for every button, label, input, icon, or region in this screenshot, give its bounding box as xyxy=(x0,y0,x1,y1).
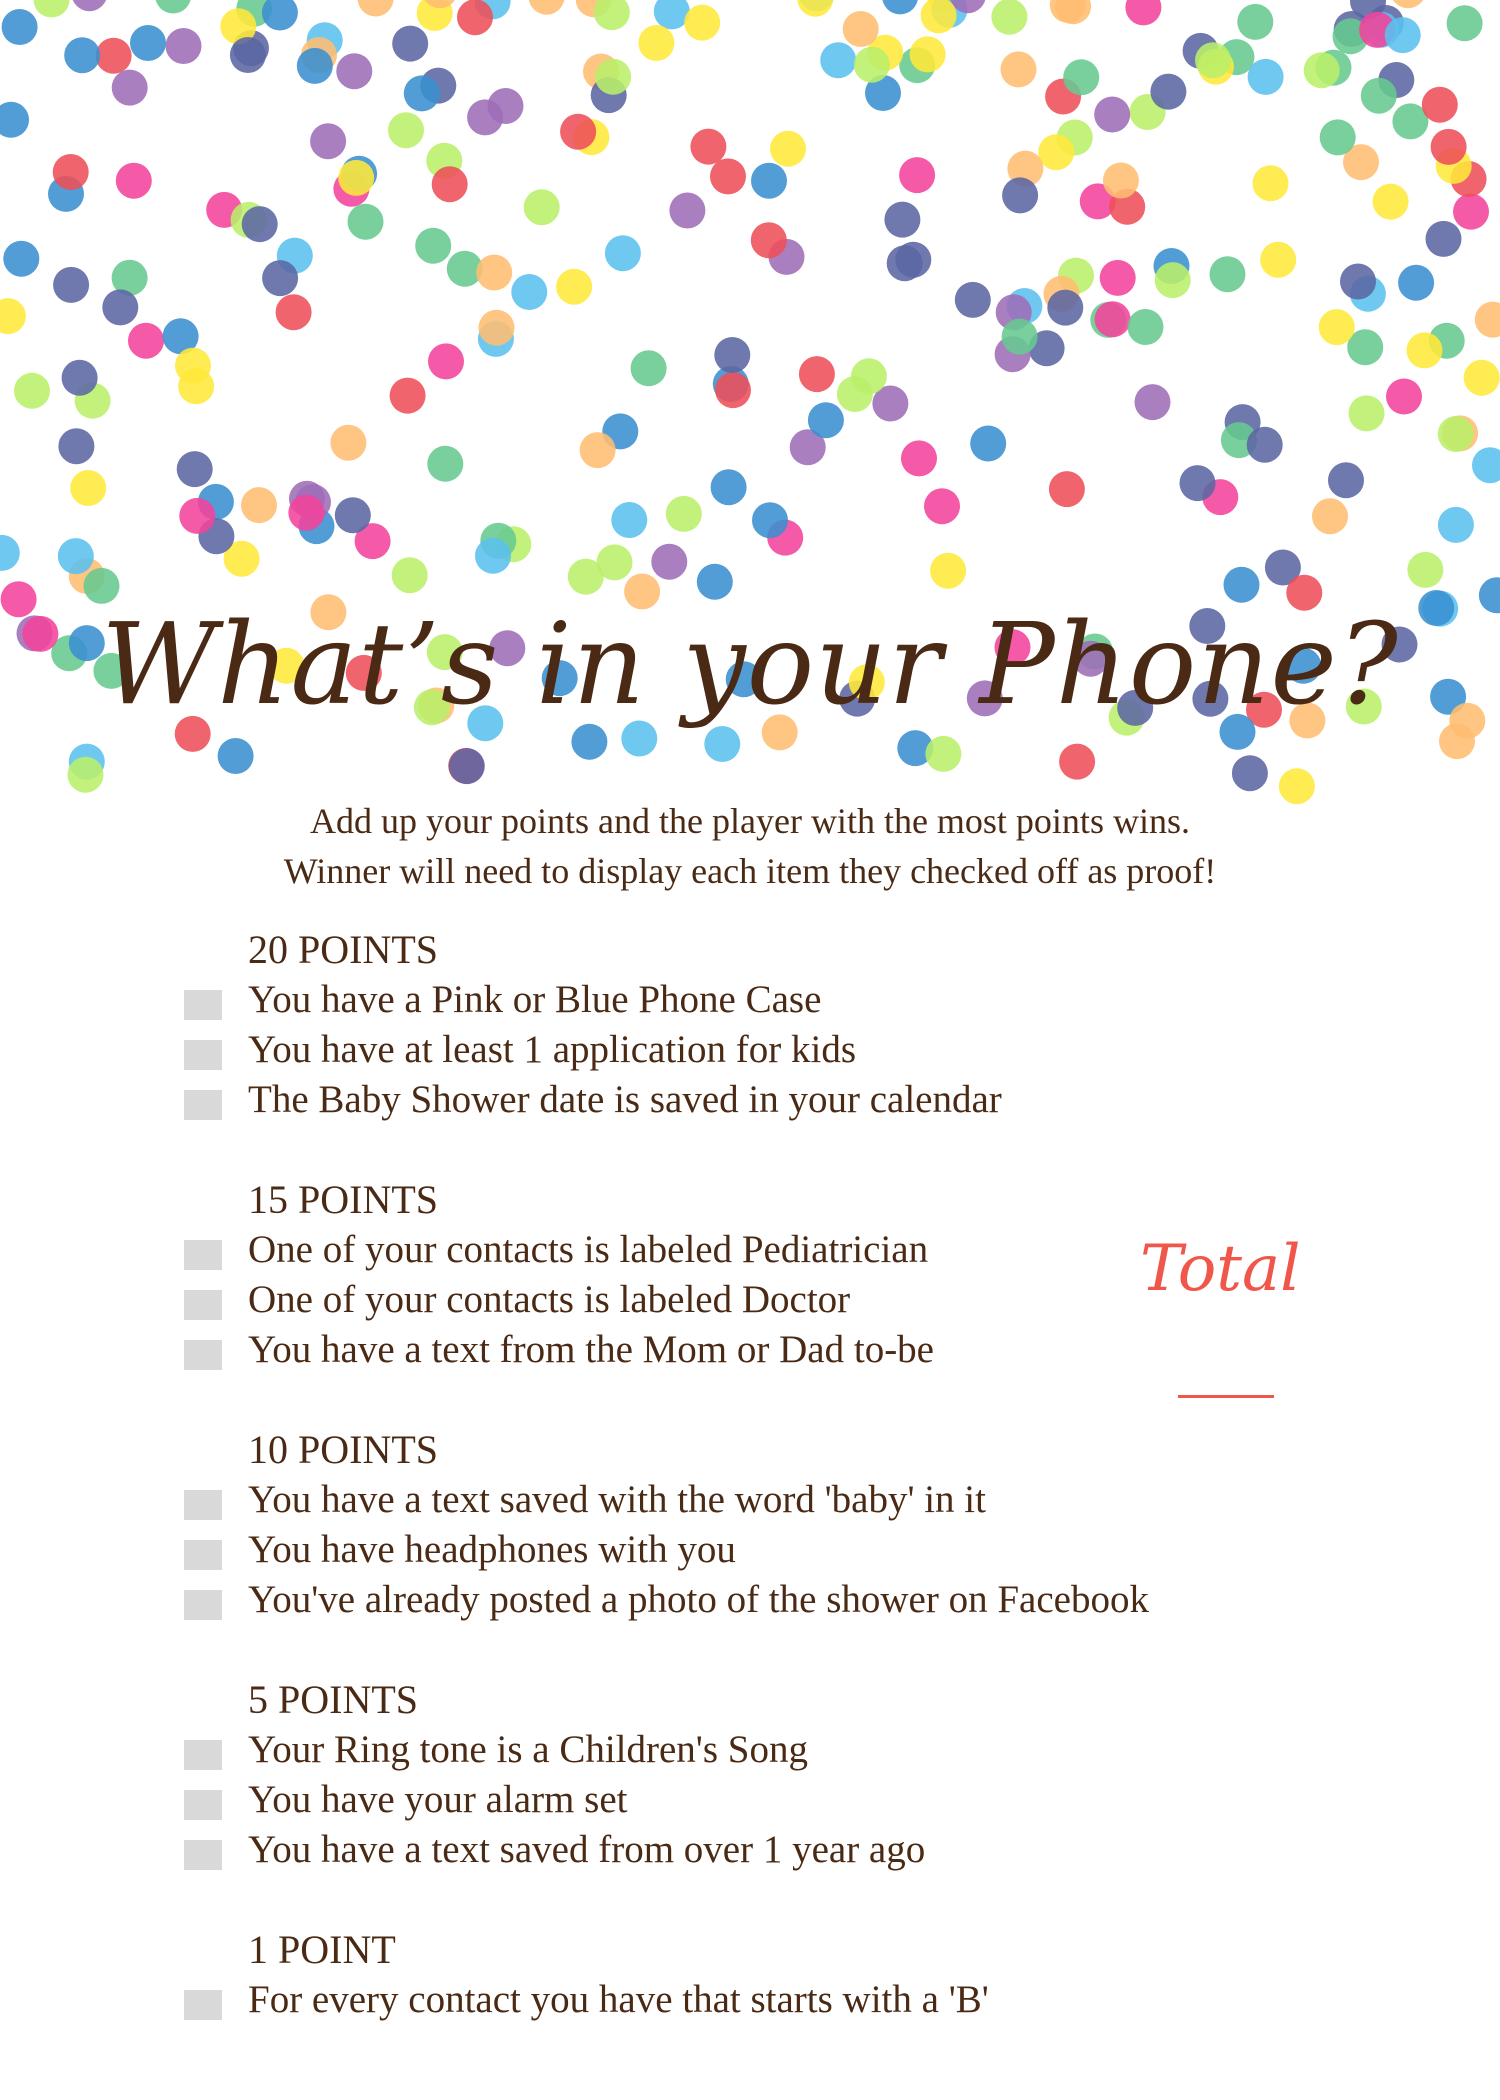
confetti-dot xyxy=(1475,302,1500,338)
confetti-dot xyxy=(1304,52,1340,88)
confetti-dot xyxy=(0,298,26,334)
checkbox[interactable] xyxy=(184,990,222,1020)
confetti-dot xyxy=(1390,0,1426,8)
confetti-dot xyxy=(1047,290,1083,326)
confetti-dot xyxy=(887,245,923,281)
confetti-dot xyxy=(404,75,440,111)
confetti-dot xyxy=(338,160,374,196)
checkbox[interactable] xyxy=(184,1090,222,1120)
item-label: You've already posted a photo of the shower on Facebook xyxy=(248,1578,1149,1621)
confetti-dot xyxy=(524,189,560,225)
item-label: The Baby Shower date is saved in your calendar xyxy=(248,1078,1002,1121)
confetti-dot xyxy=(428,343,464,379)
checklist-item xyxy=(184,1475,1324,1525)
confetti-dot xyxy=(432,166,468,202)
confetti-dot xyxy=(1094,97,1130,133)
checklist-item xyxy=(184,1975,1324,2025)
confetti-dot xyxy=(711,469,747,505)
confetti-dot xyxy=(2,9,38,45)
confetti-dot xyxy=(638,25,674,61)
confetti-dot xyxy=(1100,260,1136,296)
confetti-dot xyxy=(479,310,515,346)
confetti-dot xyxy=(1407,552,1443,588)
checkbox[interactable] xyxy=(184,1990,222,2020)
item-label: For every contact you have that starts with a 'B' xyxy=(248,1978,989,2021)
section-20-points xyxy=(184,925,1324,1125)
confetti-dot xyxy=(1195,42,1231,78)
confetti-dot xyxy=(177,451,213,487)
confetti-dot xyxy=(1002,177,1038,213)
confetti-dot xyxy=(1447,5,1483,41)
confetti-dot xyxy=(820,42,856,78)
confetti-dot xyxy=(955,282,991,318)
confetti-dot xyxy=(102,289,138,325)
confetti-dot xyxy=(1386,379,1422,415)
confetti-dot xyxy=(14,373,50,409)
confetti-dot xyxy=(921,0,957,33)
confetti-dot xyxy=(714,337,750,373)
confetti-dot xyxy=(62,360,98,396)
item-label: You have your alarm set xyxy=(248,1778,628,1821)
confetti-dot xyxy=(262,0,298,31)
confetti-dot xyxy=(851,358,887,394)
instructions-line-2: Winner will need to display each item they checked off as proof! xyxy=(283,851,1217,891)
confetti-dot xyxy=(310,123,346,159)
confetti-dot xyxy=(651,544,687,580)
confetti-dot xyxy=(178,368,214,404)
confetti-dot xyxy=(218,738,254,774)
confetti-dot xyxy=(1260,242,1296,278)
confetti-dot xyxy=(1340,264,1376,300)
confetti-dot xyxy=(560,114,596,150)
confetti-dot xyxy=(330,425,366,461)
confetti-dot xyxy=(335,497,371,533)
confetti-dot xyxy=(71,0,107,11)
confetti-dot xyxy=(1002,319,1038,355)
confetti-dot xyxy=(1150,74,1186,110)
checklist-item xyxy=(184,1575,1324,1625)
confetti-dot xyxy=(1426,221,1462,257)
total-label: Total xyxy=(1140,1232,1301,1306)
confetti-dot xyxy=(1248,59,1284,95)
confetti-dot xyxy=(1385,17,1421,53)
confetti-dot xyxy=(511,274,547,310)
checkbox[interactable] xyxy=(184,1540,222,1570)
confetti-dot xyxy=(58,538,94,574)
confetti-dot xyxy=(53,267,89,303)
confetti-dot xyxy=(3,241,39,277)
confetti-dot xyxy=(392,557,428,593)
confetti-dot xyxy=(64,37,100,73)
checkbox[interactable] xyxy=(184,1290,222,1320)
confetti-dot xyxy=(751,163,787,199)
confetti-dot xyxy=(467,99,503,135)
confetti-dot xyxy=(392,26,428,62)
confetti-dot xyxy=(580,432,616,468)
confetti-dot xyxy=(1135,384,1171,420)
confetti-dot xyxy=(1312,498,1348,534)
confetti-dot xyxy=(1431,129,1467,165)
confetti-dot xyxy=(808,402,844,438)
confetti-dot xyxy=(1464,360,1500,396)
section-1-point xyxy=(184,1925,1324,2025)
confetti-dot xyxy=(390,378,426,414)
confetti-dot xyxy=(449,748,485,784)
confetti-dot xyxy=(799,356,835,392)
confetti-dot xyxy=(348,204,384,240)
confetti-dot xyxy=(1063,59,1099,95)
confetti-dot xyxy=(1095,301,1131,337)
confetti-dot xyxy=(112,70,148,106)
confetti-dot xyxy=(684,5,720,41)
item-label: You have at least 1 application for kids xyxy=(248,1028,857,1071)
confetti-dot xyxy=(970,426,1006,462)
confetti-dot xyxy=(991,0,1027,35)
item-label: You have a text saved with the word 'baby' in it xyxy=(248,1478,986,1521)
confetti-dot xyxy=(241,487,277,523)
item-label: One of your contacts is labeled Pediatrician xyxy=(248,1228,929,1271)
section-heading: 1 POINT xyxy=(248,1927,396,1972)
checkbox[interactable] xyxy=(184,1590,222,1620)
checkbox[interactable] xyxy=(184,1340,222,1370)
confetti-dot xyxy=(884,202,920,238)
confetti-dot xyxy=(415,228,451,264)
section-heading: 5 POINTS xyxy=(248,1677,419,1722)
confetti-dot xyxy=(1232,755,1268,791)
confetti-dot xyxy=(1237,4,1273,40)
total-write-in-line[interactable] xyxy=(1178,1395,1274,1398)
confetti-dot xyxy=(128,323,164,359)
confetti-dot xyxy=(910,36,946,72)
item-label: Your Ring tone is a Children's Song xyxy=(248,1728,808,1771)
section-heading: 15 POINTS xyxy=(248,1177,439,1222)
confetti-dot xyxy=(96,38,132,74)
confetti-dot xyxy=(925,736,961,772)
confetti-dot xyxy=(336,53,372,89)
confetti-dot xyxy=(230,37,266,73)
confetti-dot xyxy=(1319,309,1355,345)
confetti-dot xyxy=(690,129,726,165)
section-heading: 10 POINTS xyxy=(248,1427,439,1472)
confetti-dot xyxy=(930,553,966,589)
confetti-dot xyxy=(457,0,493,35)
confetti-dot xyxy=(1247,427,1283,463)
confetti-dot xyxy=(1210,256,1246,292)
checklist-item xyxy=(184,1725,1324,1775)
confetti-dot xyxy=(116,163,152,199)
confetti-dot xyxy=(1453,194,1489,230)
confetti-dot xyxy=(297,48,333,84)
confetti-dot xyxy=(1049,471,1085,507)
confetti-dot xyxy=(242,206,278,242)
checklist-item xyxy=(184,1075,1324,1125)
confetti-dot xyxy=(854,47,890,83)
confetti-dot xyxy=(1038,134,1074,170)
confetti-dot xyxy=(1253,165,1289,201)
item-label: You have a text saved from over 1 year ago xyxy=(248,1828,926,1871)
confetti-dot xyxy=(666,496,702,532)
confetti-dot xyxy=(288,495,324,531)
checklist-item xyxy=(184,975,1324,1025)
instructions-line-1: Add up your points and the player with the most points wins. xyxy=(310,801,1190,841)
confetti-dot xyxy=(0,102,29,138)
confetti-dot xyxy=(669,193,705,229)
item-label: You have headphones with you xyxy=(248,1528,736,1571)
section-5-points xyxy=(184,1675,1324,1875)
confetti-dot xyxy=(1128,309,1164,345)
confetti-dot xyxy=(605,235,641,271)
checkbox[interactable] xyxy=(184,1490,222,1520)
confetti-dot xyxy=(882,0,918,14)
checklist-item xyxy=(184,1025,1324,1075)
checkbox[interactable] xyxy=(184,1240,222,1270)
confetti-dot xyxy=(155,0,191,14)
confetti-dot xyxy=(1059,744,1095,780)
item-label: You have a Pink or Blue Phone Case xyxy=(248,978,822,1021)
confetti-dot xyxy=(34,0,70,18)
confetti-dot xyxy=(1373,184,1409,220)
confetti-dot xyxy=(475,538,511,574)
confetti-dot xyxy=(710,158,746,194)
confetti-dot xyxy=(631,350,667,386)
confetti-dot xyxy=(770,131,806,167)
section-10-points xyxy=(184,1425,1324,1625)
confetti-dot xyxy=(924,488,960,524)
confetti-dot xyxy=(1320,119,1356,155)
checklist-item xyxy=(184,1525,1324,1575)
section-heading: 20 POINTS xyxy=(248,927,439,972)
confetti-dot xyxy=(1361,78,1397,114)
checkbox[interactable] xyxy=(184,1040,222,1070)
confetti-dot xyxy=(1001,51,1037,87)
confetti-dot xyxy=(751,222,787,258)
confetti-dot xyxy=(529,0,565,15)
confetti-dot xyxy=(715,372,751,408)
confetti-dot xyxy=(58,428,94,464)
confetti-dot xyxy=(899,157,935,193)
confetti-dot xyxy=(68,757,104,793)
confetti-dot xyxy=(1472,447,1500,483)
confetti-dot xyxy=(70,470,106,506)
page-title: What’s in your Phone? xyxy=(101,600,1399,730)
confetti-dot xyxy=(901,440,937,476)
checklist-item xyxy=(184,1825,1324,1875)
confetti-dot xyxy=(1422,87,1458,123)
confetti-dot xyxy=(1349,395,1385,431)
confetti-dot xyxy=(1438,507,1474,543)
checklist-item xyxy=(184,1775,1324,1825)
confetti-dot xyxy=(1398,265,1434,301)
confetti-dot xyxy=(843,11,879,47)
confetti-dot xyxy=(595,59,631,95)
confetti-dot xyxy=(1103,163,1139,199)
confetti-dot xyxy=(0,535,20,571)
confetti-dot xyxy=(611,502,647,538)
item-label: You have a text from the Mom or Dad to-be xyxy=(248,1328,934,1371)
confetti-dot xyxy=(1155,262,1191,298)
confetti-dot xyxy=(130,25,166,61)
confetti-dot xyxy=(752,502,788,538)
confetti-dot xyxy=(797,0,833,17)
confetti-dot xyxy=(166,28,202,64)
confetti-dot xyxy=(262,260,298,296)
confetti-dot xyxy=(556,269,592,305)
checklist-item xyxy=(184,1325,1324,1375)
confetti-dot xyxy=(179,498,215,534)
confetti-dot xyxy=(1125,0,1161,25)
confetti-dot xyxy=(276,294,312,330)
confetti-dot xyxy=(1328,462,1364,498)
item-label: One of your contacts is labeled Doctor xyxy=(248,1278,851,1321)
checkbox[interactable] xyxy=(184,1790,222,1820)
confetti-dot xyxy=(427,446,463,482)
checkbox[interactable] xyxy=(184,1840,222,1870)
confetti-dot xyxy=(358,0,394,17)
confetti-dot xyxy=(388,112,424,148)
instructions xyxy=(0,796,1500,896)
confetti-dot xyxy=(53,154,89,190)
checkbox[interactable] xyxy=(184,1740,222,1770)
confetti-dot xyxy=(594,0,630,30)
confetti-dot xyxy=(1438,416,1474,452)
confetti-dot xyxy=(476,255,512,291)
confetti-dot xyxy=(1407,332,1443,368)
confetti-dot xyxy=(1180,465,1216,501)
